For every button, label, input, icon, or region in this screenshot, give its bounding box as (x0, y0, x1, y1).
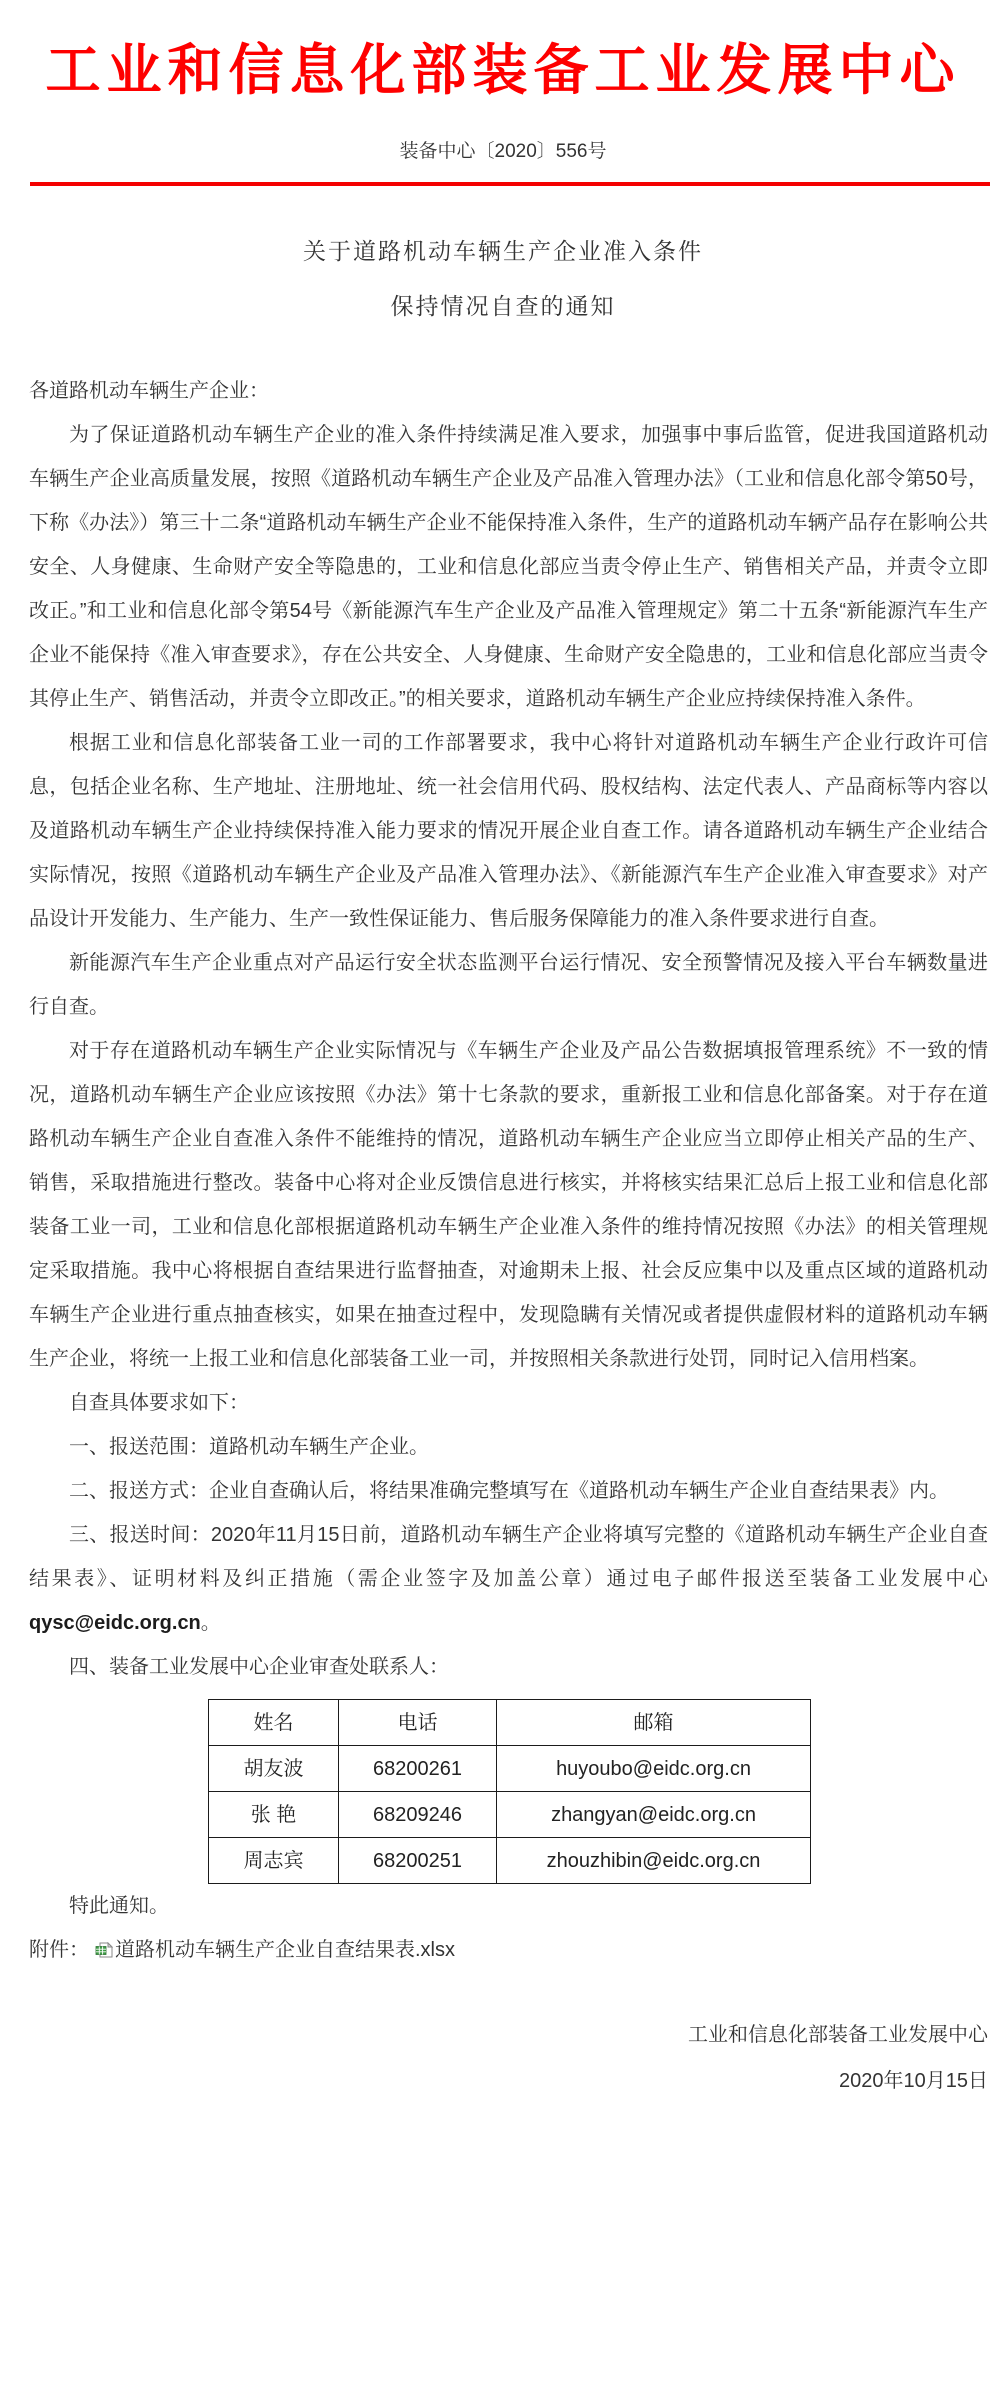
header-name: 姓名 (209, 1700, 339, 1746)
contact-row-2 (209, 1792, 811, 1838)
attachment-line (29, 1928, 988, 1974)
doc-body (0, 369, 1006, 2104)
salutation: 各道路机动车辆生产企业： (29, 380, 269, 402)
attachment-filename[interactable]: 道路机动车辆生产企业自查结果表.xlsx (115, 1939, 455, 1961)
attachment-label: 附件： (29, 1939, 89, 1961)
signature-block (29, 2012, 988, 2104)
excel-file-icon (95, 1930, 113, 1974)
table-header-row (209, 1700, 811, 1746)
contact-2-email: zhangyan@eidc.org.cn (497, 1792, 811, 1838)
paragraph-3: 新能源汽车生产企业重点对产品运行安全状态监测平台运行情况、安全预警情况及接入平台车辆数量进行自查。 (29, 952, 988, 1018)
contact-3-phone: 68200251 (339, 1838, 497, 1884)
requirement-2: 二、报送方式：企业自查确认后，将结果准确完整填写在《道路机动车辆生产企业自查结果表》内。 (69, 1480, 949, 1502)
red-divider (30, 182, 990, 186)
notice-closing: 特此通知。 (69, 1895, 169, 1917)
contact-row-3 (209, 1838, 811, 1884)
requirement-1: 一、报送范围：道路机动车辆生产企业。 (69, 1436, 429, 1458)
org-title-heading: 工业和信息化部装备工业发展中心 (45, 40, 961, 101)
self-check-intro: 自查具体要求如下： (69, 1392, 249, 1414)
contact-row-1 (209, 1746, 811, 1792)
contact-3-email: zhouzhibin@eidc.org.cn (497, 1838, 811, 1884)
doc-title (0, 224, 1006, 334)
doc-number: 装备中心〔2020〕556号 (399, 141, 607, 162)
contact-1-name: 胡友波 (209, 1746, 339, 1792)
paragraph-1: 为了保证道路机动车辆生产企业的准入条件持续满足准入要求，加强事中事后监管，促进我国道路机动车辆生产企业高质量发展，按照《道路机动车辆生产企业及产品准入管理办法》（工业和信息化部令第50号，下称《办法》）第三十二条“道路机动车辆生产企业不能保持准入条件，生产的道路机动车辆产品存在影响公共安全、人身健康、生命财产安全等隐患的，工业和信息化部应当责令停止生产、销售相关产品，并责令立即改正。”和工业和信息化部令第54号《新能源汽车生产企业及产品准入管理规定》第二十五条“新能源汽车生产企业不能保持《准入审查要求》，存在公共安全、人身健康、生命财产安全隐患的，工业和信息化部应当责令其停止生产、销售活动，并责令立即改正。”的相关要求，道路机动车辆生产企业应持续保持准入条件。 (29, 424, 988, 710)
requirement-3-text: 三、报送时间：2020年11月15日前，道路机动车辆生产企业将填写完整的《道路机动车辆生产企业自查结果表》、证明材料及纠正措施（需企业签字及加盖公章）通过电子邮件报送至装备工业发展中心 (29, 1524, 988, 1590)
contact-1-email: huyoubo@eidc.org.cn (497, 1746, 811, 1792)
contact-2-name: 张 艳 (209, 1792, 339, 1838)
document-header (0, 36, 1006, 186)
requirement-4: 四、装备工业发展中心企业审查处联系人： (69, 1656, 449, 1678)
requirement-3-suffix: 。 (200, 1612, 221, 1634)
header-phone: 电话 (339, 1700, 497, 1746)
contact-2-phone: 68209246 (339, 1792, 497, 1838)
signature-org: 工业和信息化部装备工业发展中心 (688, 2024, 988, 2046)
doc-title-line2: 保持情况自查的通知 (390, 294, 616, 319)
contact-3-name: 周志宾 (209, 1838, 339, 1884)
doc-title-line1: 关于道路机动车辆生产企业准入条件 (303, 239, 703, 264)
paragraph-2: 根据工业和信息化部装备工业一司的工作部署要求，我中心将针对道路机动车辆生产企业行政许可信息，包括企业名称、生产地址、注册地址、统一社会信用代码、股权结构、法定代表人、产品商标等内容以及道路机动车辆生产企业持续保持准入能力要求的情况开展企业自查工作。请各道路机动车辆生产企业结合实际情况，按照《道路机动车辆生产企业及产品准入管理办法》、《新能源汽车生产企业准入审查要求》对产品设计开发能力、生产能力、生产一致性保证能力、售后服务保障能力的准入条件要求进行自查。 (29, 732, 988, 930)
requirement-3 (29, 1513, 988, 1645)
report-email: qysc@eidc.org.cn (29, 1612, 201, 1634)
header-email: 邮箱 (497, 1700, 811, 1746)
contacts-table (208, 1699, 811, 1884)
contact-1-phone: 68200261 (339, 1746, 497, 1792)
signature-date: 2020年10月15日 (839, 2070, 988, 2092)
paragraph-4: 对于存在道路机动车辆生产企业实际情况与《车辆生产企业及产品公告数据填报管理系统》不一致的情况，道路机动车辆生产企业应该按照《办法》第十七条款的要求，重新报工业和信息化部备案。对于存在道路机动车辆生产企业自查准入条件不能维持的情况，道路机动车辆生产企业应当立即停止相关产品的生产、销售，采取措施进行整改。装备中心将对企业反馈信息进行核实，并将核实结果汇总后上报工业和信息化部装备工业一司，工业和信息化部根据道路机动车辆生产企业准入条件的维持情况按照《办法》的相关管理规定采取措施。我中心将根据自查结果进行监督抽查，对逾期未上报、社会反应集中以及重点区域的道路机动车辆生产企业进行重点抽查核实，如果在抽查过程中，发现隐瞒有关情况或者提供虚假材料的道路机动车辆生产企业，将统一上报工业和信息化部装备工业一司，并按照相关条款进行处罚，同时记入信用档案。 (29, 1040, 988, 1370)
